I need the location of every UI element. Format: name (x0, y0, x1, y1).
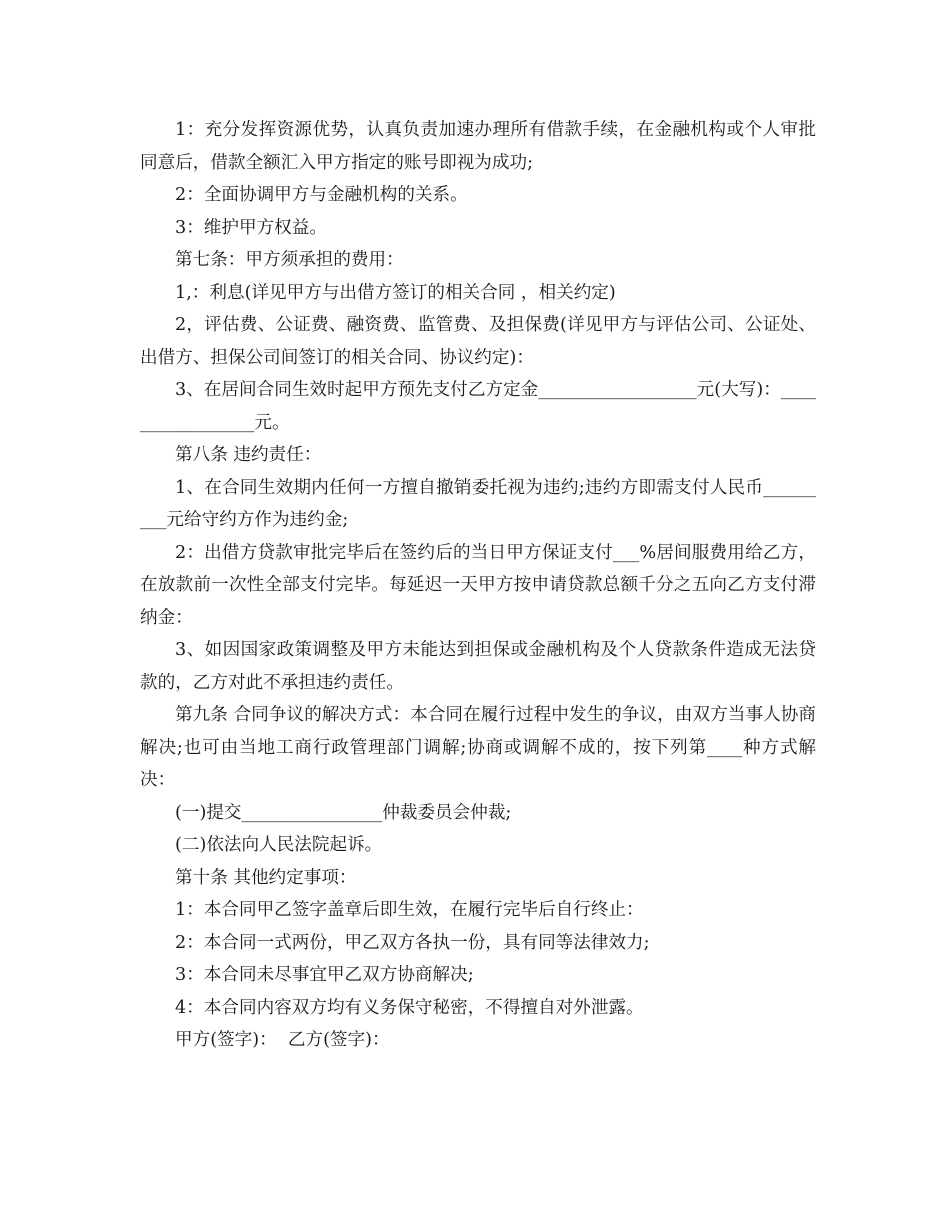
paragraph-arbitration: (一)提交________________仲裁委员会仲裁; (175, 802, 512, 823)
paragraph-litigation: (二)依法向人民法院起诉。 (175, 835, 383, 855)
paragraph-service-fee-payment: 2：出借方贷款审批完毕后在签约后的当日甲方保证支付___%居间服费用给乙方，在放款前一次性全部支付完毕。每延迟一天甲方按申请贷款总额千分之五向乙方支付滞纳金： (140, 542, 816, 628)
paragraph-effective: 1：本合同甲乙签字盖章后即生效，在履行完毕后自行终止： (175, 900, 644, 920)
paragraph-confidentiality: 4：本合同内容双方均有义务保守秘密，不得擅自对外泄露。 (175, 997, 644, 1018)
paragraph-service-advantage: 1：充分发挥资源优势，认真负责加速办理所有借款手续，在金融机构或个人审批同意后，借款全额汇入甲方指定的账号即视为成功; (140, 120, 816, 173)
paragraph-interest: 1,：利息(详见甲方与出借方签订的相关合同 ，相关约定) (175, 282, 616, 303)
paragraph-copies: 2：本合同一式两份，甲乙双方各执一份，具有同等法律效力; (175, 932, 650, 953)
article-10-heading: 第十条 其他约定事项： (175, 867, 357, 888)
paragraph-coordinate-relations: 2：全面协调甲方与金融机构的关系。 (175, 185, 468, 205)
contract-body (140, 114, 816, 1057)
article-8-heading: 第八条 违约责任： (175, 445, 322, 465)
signature-line: 甲方(签字)： 乙方(签字)： (175, 1030, 390, 1050)
paragraph-fees: 2，评估费、公证费、融资费、监管费、及担保费(详见甲方与评估公司、公证处、出借方、担保公司间签订的相关合同、协议约定)： (140, 315, 816, 368)
paragraph-deposit: 3、在居间合同生效时起甲方预先支付乙方定金__________________元(大写)：_________________元。 (140, 380, 816, 433)
article-7-heading: 第七条：甲方须承担的费用： (175, 250, 404, 270)
paragraph-breach-penalty: 1、在合同生效期内任何一方擅自撤销委托视为违约;违约方即需支付人民币_________元给守约方作为违约金; (140, 477, 816, 530)
article-9-dispute-resolution: 第九条 合同争议的解决方式：本合同在履行过程中发生的争议，由双方当事人协商解决;也可由当地工商行政管理部门调解;协商或调解不成的，按下列第____种方式解决： (140, 705, 816, 790)
paragraph-policy-exemption: 3、如因国家政策调整及甲方未能达到担保或金融机构及个人贷款条件造成无法贷款的，乙方对此不承担违约责任。 (140, 640, 816, 693)
paragraph-unresolved-matters: 3：本合同未尽事宜甲乙双方协商解决; (175, 965, 474, 985)
paragraph-protect-rights: 3：维护甲方权益。 (175, 217, 327, 238)
